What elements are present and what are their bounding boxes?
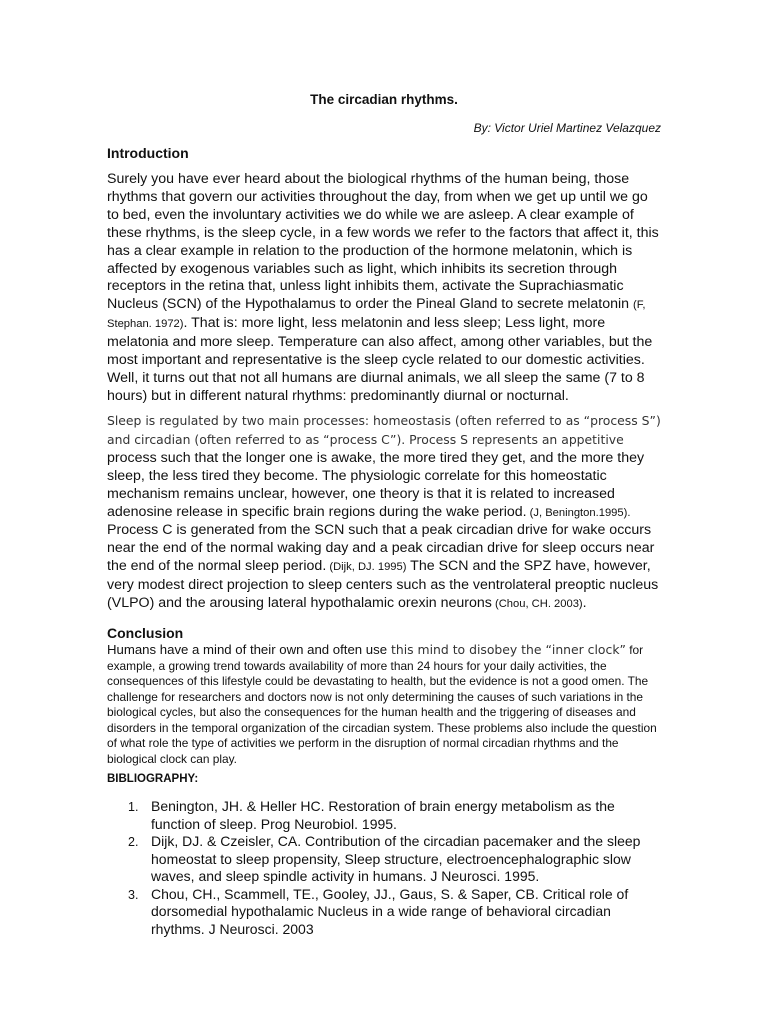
sleep-text-alt: Sleep is regulated by two main processes: homeostasis (often referred to as “process S”) and circadian (often referred to as “process C”). Process S represents an appetitive — [107, 413, 661, 447]
conclusion-alt-text: this mind to disobey the “inner clock” — [387, 642, 626, 657]
conclusion-heading: Conclusion — [107, 625, 184, 641]
introduction-heading: Introduction — [107, 145, 189, 161]
bibliography-item — [107, 886, 663, 939]
bibliography-text: Chou, CH., Scammell, TE., Gooley, JJ., Gaus, S. & Saper, CB. Critical role of dorsomedial hypothalamic Nucleus in a wide range of behavioral circadian rhythms. J Neurosci. 2003 — [151, 885, 629, 937]
bibliography-text: Benington, JH. & Heller HC. Restoration of brain energy metabolism as the function of sleep. Prog Neurobiol. 1995. — [151, 798, 615, 832]
conclusion-lead: Humans have a mind of their own and often use — [107, 642, 388, 657]
sleep-citation-3: (Chou, CH. 2003) — [491, 598, 583, 611]
conclusion-paragraph — [107, 642, 663, 767]
introduction-paragraph — [107, 171, 663, 406]
bibliography-item — [107, 798, 663, 833]
bibliography-number: 3. — [128, 887, 139, 902]
bibliography-number: 1. — [128, 800, 139, 814]
intro-text-2: . That is: more light, less melatonin and less sleep; Less light, more melatonia and more sleep. Temperature can also affect, among other variables, but the most important and representative is the sleep cycle related to our domestic activities. Well, it turns out that not all humans are diurnal animals, we all sleep the same (7 to 8 hours) but in different natural rhythms: predominantly diurnal or nocturnal. — [107, 315, 653, 404]
bibliography-heading: BIBLIOGRAPHY: — [107, 773, 199, 785]
conclusion-text: for example, a growing trend towards availability of more than 24 hours for your daily activities, the consequences of this lifestyle could be devastating to health, but the evidence is not a good omen. The challenge for researchers and doctors now is not only determining the causes of such variations in the biological cycles, but also the consequences for the human health and the triggering of diseases and disorders in the temporal organization of the circadian system. These problems also include the question of what role the type of activities we perform in the disruption of normal circadian rhythms and the biological clock can play. — [107, 643, 657, 766]
sleep-text-1: process such that the longer one is awake, the more tired they get, and the more they sleep, the less tired they become. The physiologic correlate for this homeostatic mechanism remains unclear, however, one theory is that it is related to increased adenosine release in specific brain regions during the wake period. — [107, 449, 645, 520]
bibliography-list — [107, 798, 663, 938]
sleep-text-2: Process C is generated from the SCN such that a peak circadian drive for wake occurs near the end of the normal waking day and a peak circadian drive for sleep occurs near the end of the normal sleep period. — [107, 522, 655, 575]
bibliography-number: 2. — [128, 835, 139, 849]
page-title: The circadian rhythms. — [310, 92, 458, 107]
sleep-citation-1: (J, Benington.1995). — [526, 506, 631, 519]
sleep-citation-2: (Dijk, DJ. 1995) — [326, 561, 407, 574]
author-line: By: Victor Uriel Martinez Velazquez — [473, 121, 661, 135]
sleep-text-4: . — [582, 595, 587, 612]
sleep-text-3: The SCN and the SPZ have, however, very modest direct projection to sleep centers such as the ventrolateral preoptic nucleus (VLPO) and the arousing lateral hypothalamic orexin neurons — [107, 558, 659, 612]
bibliography-text: Dijk, DJ. & Czeisler, CA. Contribution of the circadian pacemaker and the sleep homeostat to sleep propensity, Sleep structure, electroencephalographic slow waves, and sleep spindle activity in humans. J Neurosci. 1995. — [151, 833, 641, 884]
intro-text-1: Surely you have ever heard about the biological rhythms of the human being, those rhythms that govern our activities throughout the day, from when we get up until we go to bed, even the involuntary activities we do while we are asleep. A clear example of these rhythms, is the sleep cycle, in a few words we refer to the factors that affect it, this has a clear example in relation to the production of the hormone melatonin, which is affected by exogenous variables such as light, which inhibits its secretion through receptors in the retina that, unless light inhibits them, activate the Suprachiasmatic Nucleus (SCN) of the Hypothalamus to order the Pineal Gland to secrete melatonin — [107, 171, 659, 313]
intro-citation: (F, Stephan. 1972) — [107, 299, 646, 331]
sleep-regulation-paragraph — [107, 412, 663, 614]
bibliography-item — [107, 833, 663, 886]
